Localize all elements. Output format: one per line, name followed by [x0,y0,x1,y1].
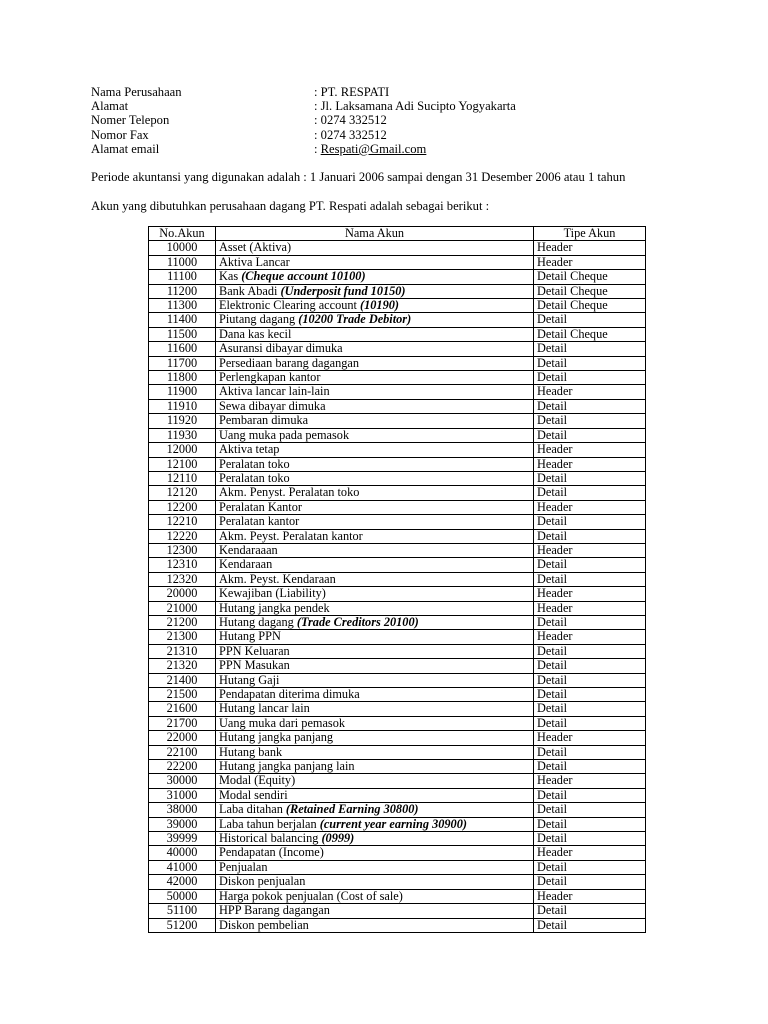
account-number: 12300 [149,543,216,557]
account-number: 21320 [149,659,216,673]
account-name-cell [216,904,534,918]
account-number: 51100 [149,904,216,918]
intro-paragraph: Akun yang dibutuhkan perusahaan dagang PT. Respati adalah sebagai berikut : [91,199,490,213]
account-number: 21300 [149,630,216,644]
account-note: (current year earning 30900) [319,817,467,831]
account-name: Diskon penjualan [219,874,306,889]
account-name-cell [216,918,534,932]
account-number: 22100 [149,745,216,759]
account-name: Aktiva Lancar [219,255,290,269]
table-row [149,529,646,543]
table-row [149,443,646,457]
account-name-cell [216,716,534,730]
account-type: Detail [534,356,646,370]
table-row [149,644,646,658]
account-name: Harga pokok penjualan (Cost of sale) [219,889,403,903]
account-number: 21600 [149,702,216,716]
account-note: (10190) [360,298,399,313]
account-name-cell [216,846,534,860]
account-name: Pendapatan diterima dimuka [219,687,360,701]
account-name-cell [216,760,534,774]
account-name-cell [216,443,534,457]
table-row [149,486,646,500]
account-name: Diskon pembelian [219,918,309,932]
account-name: Modal (Equity) [219,773,296,788]
account-name: Laba tahun berjalan [219,817,320,831]
table-row [149,428,646,442]
header-nama-akun: Nama Akun [216,227,534,241]
account-type: Detail [534,918,646,932]
account-name: Sewa dibayar dimuka [219,399,326,413]
account-type: Header [534,846,646,860]
account-type: Detail [534,486,646,500]
table-body [149,241,646,933]
account-name-cell [216,371,534,385]
account-name: Uang muka pada pemasok [219,428,350,442]
account-name-cell [216,486,534,500]
account-name: Peralatan Kantor [219,500,302,514]
account-name: Hutang lancar lain [219,701,310,716]
account-name-cell [216,241,534,255]
account-name: Piutang dagang [219,312,299,327]
accounts-table [148,226,646,933]
account-number: 11600 [149,342,216,356]
account-type: Detail [534,803,646,817]
account-name-cell [216,327,534,341]
info-value: : 0274 332512 [314,113,387,128]
account-name: Hutang PPN [219,629,281,644]
info-label: Alamat [91,99,129,114]
account-type: Detail [534,716,646,730]
account-name: Kendaraan [219,557,273,572]
account-type: Detail [534,313,646,327]
account-name: Peralatan toko [219,457,290,471]
account-name: Elektronic Clearing account [219,298,361,313]
account-name-cell [216,615,534,629]
account-type: Detail [534,788,646,802]
account-number: 12220 [149,529,216,543]
account-type: Header [534,601,646,615]
account-name-cell [216,803,534,817]
table-row [149,270,646,284]
account-name-cell [216,832,534,846]
account-type: Detail [534,644,646,658]
account-number: 11000 [149,255,216,269]
table-row [149,255,646,269]
account-name: Asuransi dibayar dimuka [219,341,343,356]
account-number: 12320 [149,572,216,586]
table-row [149,860,646,874]
account-name-cell [216,457,534,471]
account-name-cell [216,659,534,673]
account-type: Header [534,774,646,788]
table-row [149,688,646,702]
account-type: Header [534,385,646,399]
table-row [149,731,646,745]
account-number: 12110 [149,471,216,485]
account-type: Detail Cheque [534,270,646,284]
table-row [149,313,646,327]
company-info [91,85,731,156]
account-number: 11910 [149,399,216,413]
account-type: Detail [534,414,646,428]
account-type: Detail [534,688,646,702]
account-number: 12000 [149,443,216,457]
table-row [149,543,646,557]
account-type: Header [534,731,646,745]
info-value: : Jl. Laksamana Adi Sucipto Yogyakarta [314,99,516,114]
account-name-cell [216,529,534,543]
table-row [149,356,646,370]
account-name: Hutang jangka panjang [219,730,334,745]
account-note: (10200 Trade Debitor) [298,312,412,327]
info-row [91,128,731,142]
account-number: 21400 [149,673,216,687]
account-number: 50000 [149,889,216,903]
account-type: Detail [534,371,646,385]
account-name-cell [216,471,534,485]
table-row [149,371,646,385]
account-name-cell [216,875,534,889]
account-type: Detail [534,515,646,529]
account-note: (Trade Creditors 20100) [296,615,419,629]
account-number: 21500 [149,688,216,702]
account-name-cell [216,500,534,514]
account-type: Detail [534,342,646,356]
email-prefix: : [314,141,321,156]
account-name: Hutang bank [219,745,283,759]
table-row [149,399,646,413]
account-type: Detail [534,615,646,629]
account-name: Kendaraaan [219,543,278,557]
account-name-cell [216,817,534,831]
account-type: Header [534,889,646,903]
table-row [149,385,646,399]
account-name: Dana kas kecil [219,327,292,341]
account-number: 12120 [149,486,216,500]
account-number: 22200 [149,760,216,774]
table-row [149,846,646,860]
account-name-cell [216,515,534,529]
table-row [149,500,646,514]
account-name: Penjualan [219,860,268,874]
account-number: 41000 [149,860,216,874]
account-number: 11100 [149,270,216,284]
table-row [149,904,646,918]
account-name-cell [216,774,534,788]
account-name-cell [216,572,534,586]
account-number: 12200 [149,500,216,514]
table-row [149,716,646,730]
account-type: Detail [534,745,646,759]
account-number: 11300 [149,299,216,313]
account-type: Detail [534,659,646,673]
account-note: (Underposit fund 10150) [280,284,406,298]
account-name-cell [216,788,534,802]
table-row [149,875,646,889]
account-type: Header [534,457,646,471]
account-type: Detail [534,860,646,874]
account-number: 51200 [149,918,216,932]
account-name: PPN Keluaran [219,644,290,658]
table-row [149,515,646,529]
account-name-cell [216,313,534,327]
account-name: Hutang jangka panjang lain [219,759,355,774]
table-row [149,601,646,615]
email-value-wrap [314,142,426,156]
account-number: 30000 [149,774,216,788]
email-link[interactable]: Respati@Gmail.com [320,141,427,156]
account-number: 40000 [149,846,216,860]
account-type: Detail [534,471,646,485]
account-name-cell [216,299,534,313]
table-row [149,832,646,846]
account-type: Detail [534,702,646,716]
account-name-cell [216,414,534,428]
table-row [149,803,646,817]
account-number: 12310 [149,558,216,572]
table-header-row [149,227,646,241]
account-name-cell [216,270,534,284]
account-name: Perlengkapan kantor [219,370,321,385]
account-name: Uang muka dari pemasok [219,716,346,730]
account-name: Aktiva tetap [219,442,280,457]
account-name-cell [216,673,534,687]
account-name: Asset (Aktiva) [219,240,292,255]
account-name: Modal sendiri [219,788,288,802]
account-name: Hutang Gaji [219,673,280,687]
table-row [149,572,646,586]
account-name: Hutang jangka pendek [219,601,330,615]
account-name-cell [216,889,534,903]
account-number: 12100 [149,457,216,471]
account-note: (Retained Earning 30800) [285,802,419,817]
account-name-cell [216,356,534,370]
account-number: 39999 [149,832,216,846]
account-number: 11200 [149,284,216,298]
account-number: 20000 [149,587,216,601]
account-name: Kas [219,269,242,284]
table-row [149,918,646,932]
account-number: 22000 [149,731,216,745]
account-name: Aktiva lancar lain-lain [219,384,330,399]
header-tipe-akun: Tipe Akun [534,227,646,241]
info-row-email [91,142,731,156]
table-row [149,241,646,255]
account-name: HPP Barang dagangan [219,903,330,918]
info-row [91,113,731,127]
account-name: Historical balancing [219,831,322,846]
account-type: Detail [534,875,646,889]
table-row [149,615,646,629]
table-row [149,414,646,428]
account-name-cell [216,558,534,572]
account-type: Detail [534,904,646,918]
info-row [91,85,731,99]
account-name: Bank Abadi [219,284,281,298]
table-row [149,327,646,341]
account-type: Header [534,630,646,644]
account-name: Persediaan barang dagangan [219,356,359,370]
account-number: 21310 [149,644,216,658]
account-type: Detail [534,673,646,687]
account-type: Detail [534,817,646,831]
info-label: Nomor Fax [91,127,149,142]
account-type: Header [534,500,646,514]
table-row [149,702,646,716]
account-number: 10000 [149,241,216,255]
table-row [149,471,646,485]
info-value: : PT. RESPATI [314,85,390,99]
account-name-cell [216,587,534,601]
account-type: Detail [534,572,646,586]
account-name-cell [216,644,534,658]
account-name-cell [216,860,534,874]
account-number: 12210 [149,515,216,529]
account-name-cell [216,543,534,557]
table-row [149,342,646,356]
account-number: 42000 [149,875,216,889]
table-row [149,587,646,601]
account-note: (0999) [321,831,355,846]
account-number: 11500 [149,327,216,341]
table-row [149,774,646,788]
period-paragraph: Periode akuntansi yang digunakan adalah : 1 Januari 2006 sampai dengan 31 Desember 2006 atau 1 tahun [91,170,626,184]
account-number: 11400 [149,313,216,327]
account-name-cell [216,601,534,615]
account-type: Detail Cheque [534,284,646,298]
account-type: Detail [534,399,646,413]
account-name-cell [216,688,534,702]
account-name-cell [216,255,534,269]
account-name: Akm. Peyst. Kendaraan [219,572,336,586]
account-type: Detail Cheque [534,327,646,341]
info-label: Nomer Telepon [91,113,170,128]
account-note: (Cheque account 10100) [241,269,366,284]
account-name-cell [216,731,534,745]
account-number: 11700 [149,356,216,370]
table-row [149,889,646,903]
account-number: 11930 [149,428,216,442]
account-type: Detail [534,832,646,846]
account-number: 31000 [149,788,216,802]
account-type: Header [534,443,646,457]
account-type: Detail [534,558,646,572]
table-row [149,760,646,774]
table-row [149,299,646,313]
account-name-cell [216,745,534,759]
account-type: Header [534,587,646,601]
info-value: : 0274 332512 [314,127,387,142]
account-name: Akm. Peyst. Peralatan kantor [219,529,363,543]
account-type: Detail [534,529,646,543]
account-name-cell [216,284,534,298]
info-row [91,99,731,113]
account-type: Detail [534,760,646,774]
table-row [149,673,646,687]
table-row [149,630,646,644]
account-number: 11900 [149,385,216,399]
account-name: Hutang dagang [219,615,297,629]
table-row [149,457,646,471]
account-name: Laba ditahan [219,802,286,817]
table-row [149,659,646,673]
account-number: 21000 [149,601,216,615]
account-number: 21700 [149,716,216,730]
account-name-cell [216,630,534,644]
table-row [149,284,646,298]
account-name: Peralatan toko [219,471,290,485]
email-label: Alamat email [91,141,160,156]
account-number: 11800 [149,371,216,385]
account-name: Pendapatan (Income) [219,845,324,860]
account-type: Header [534,543,646,557]
table-row [149,788,646,802]
account-name-cell [216,428,534,442]
account-name: Peralatan kantor [219,514,300,529]
account-name: Akm. Penyst. Peralatan toko [219,485,360,500]
account-name: Kewajiban (Liability) [219,586,326,601]
account-number: 38000 [149,803,216,817]
account-name-cell [216,702,534,716]
table-row [149,817,646,831]
info-label: Nama Perusahaan [91,85,182,99]
account-name-cell [216,399,534,413]
account-type: Header [534,255,646,269]
account-type: Detail [534,428,646,442]
account-type: Detail Cheque [534,299,646,313]
table-row [149,745,646,759]
header-no-akun: No.Akun [149,227,216,241]
account-name: PPN Masukan [219,658,290,673]
account-number: 39000 [149,817,216,831]
table-row [149,558,646,572]
account-type: Header [534,241,646,255]
account-name: Pembaran dimuka [219,413,309,428]
account-number: 21200 [149,615,216,629]
account-number: 11920 [149,414,216,428]
account-name-cell [216,385,534,399]
account-name-cell [216,342,534,356]
